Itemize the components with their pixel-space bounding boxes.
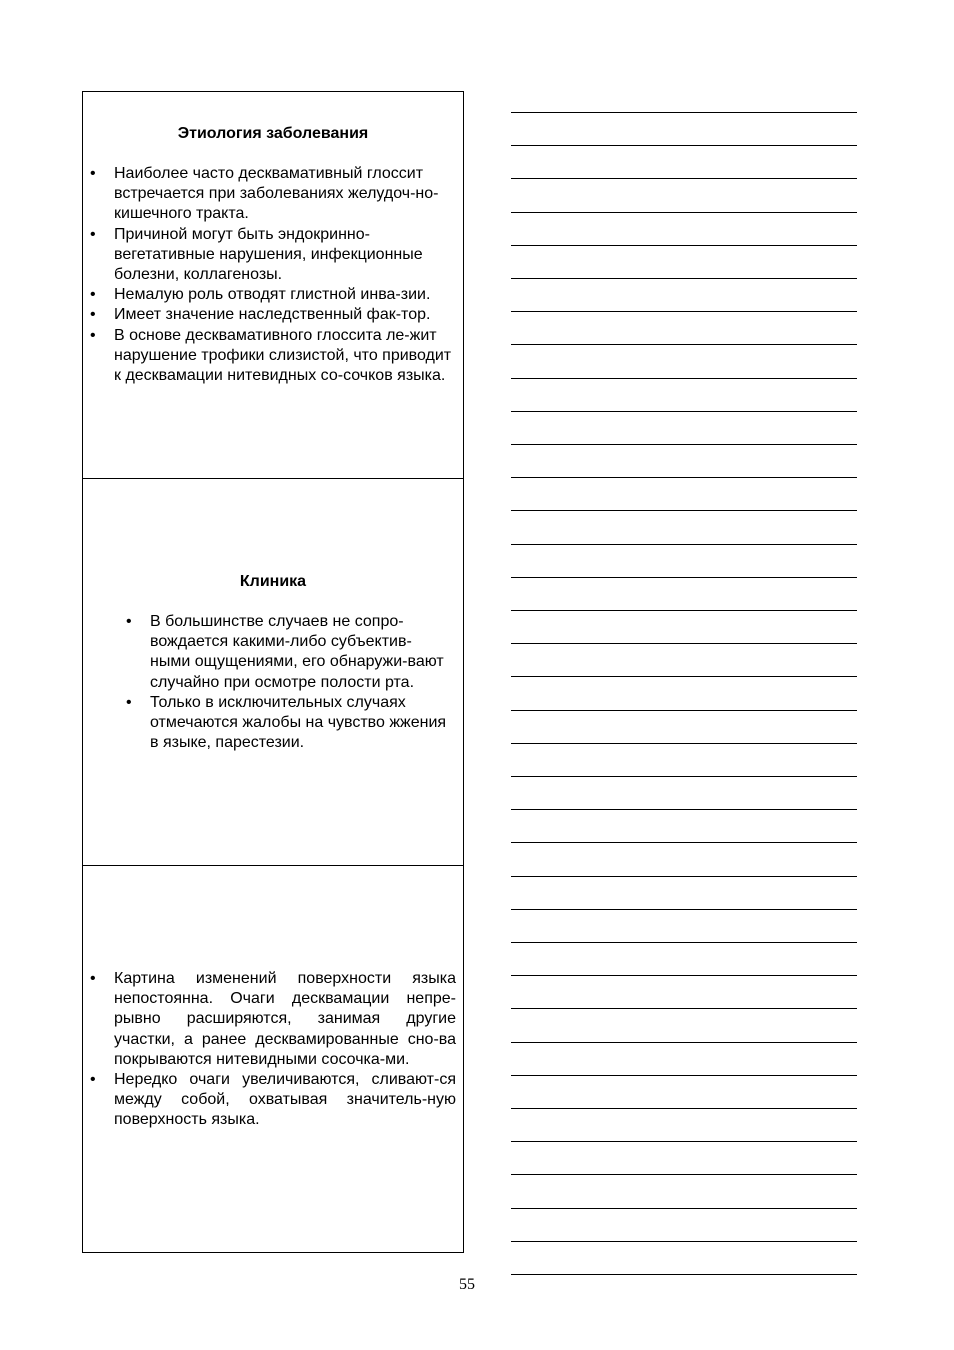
note-line bbox=[511, 577, 857, 578]
page-number: 55 bbox=[459, 1276, 475, 1293]
note-line bbox=[511, 311, 857, 312]
note-line bbox=[511, 178, 857, 179]
note-line bbox=[511, 909, 857, 910]
note-line bbox=[511, 876, 857, 877]
note-line bbox=[511, 411, 857, 412]
note-line bbox=[511, 809, 857, 810]
list-item: • Немалую роль отводят глистной инва-зии. bbox=[83, 285, 456, 305]
list-item: • Только в исключительных случаях отмечаются жалобы на чувство жжения в языке, парестезии. bbox=[119, 693, 449, 754]
note-line bbox=[511, 710, 857, 711]
slide-etiology bbox=[83, 92, 463, 479]
note-line bbox=[511, 610, 857, 611]
slide-changes bbox=[83, 866, 463, 1254]
note-line bbox=[511, 245, 857, 246]
note-line bbox=[511, 1108, 857, 1109]
list-item: • В большинстве случаев не сопро-вождается какими-либо субъектив-ными ощущениями, его обнаружи-вают случайно при осмотре полости рта. bbox=[119, 612, 449, 693]
note-line bbox=[511, 510, 857, 511]
note-line bbox=[511, 1174, 857, 1175]
list-item: • Нередко очаги увеличиваются, сливают-ся между собой, охватывая значитель-ную поверхность языка. bbox=[83, 1070, 456, 1131]
list-item: • В основе десквамативного глоссита ле-жит нарушение трофики слизистой, что приводит к десквамации нитевидных со-сочков языка. bbox=[83, 326, 456, 387]
note-line bbox=[511, 1208, 857, 1209]
note-line bbox=[511, 378, 857, 379]
slide-clinic bbox=[83, 479, 463, 866]
note-line bbox=[511, 444, 857, 445]
note-line bbox=[511, 743, 857, 744]
list-item: • Картина изменений поверхности языка непостоянна. Очаги десквамации непре-рывно расширяются, занимая другие участки, а ранее десквамированные сно-ва покрываются нитевидными сосочка-ми. bbox=[83, 969, 456, 1070]
note-line bbox=[511, 112, 857, 113]
bullet-list bbox=[83, 164, 456, 386]
note-line bbox=[511, 1075, 857, 1076]
list-item: • Причиной могут быть эндокринно-вегетативные нарушения, инфекционные болезни, коллагенозы. bbox=[83, 225, 456, 286]
note-line bbox=[511, 842, 857, 843]
slide-title: Клиника bbox=[239, 573, 307, 590]
slides-column bbox=[82, 91, 464, 1253]
note-line bbox=[511, 975, 857, 976]
bullet-list bbox=[119, 612, 449, 753]
note-line bbox=[511, 344, 857, 345]
note-line bbox=[511, 676, 857, 677]
note-line bbox=[511, 643, 857, 644]
note-line bbox=[511, 212, 857, 213]
list-item: • Наиболее часто десквамативный глоссит встречается при заболеваниях желудоч-но-кишечного тракта. bbox=[83, 164, 456, 225]
bullet-list bbox=[83, 969, 456, 1131]
note-line bbox=[511, 1274, 857, 1275]
note-line bbox=[511, 942, 857, 943]
note-line bbox=[511, 145, 857, 146]
note-line bbox=[511, 776, 857, 777]
note-line bbox=[511, 544, 857, 545]
note-line bbox=[511, 1241, 857, 1242]
note-line bbox=[511, 278, 857, 279]
note-line bbox=[511, 1141, 857, 1142]
note-line bbox=[511, 477, 857, 478]
slide-title: Этиология заболевания bbox=[177, 125, 369, 142]
note-line bbox=[511, 1042, 857, 1043]
note-line bbox=[511, 1008, 857, 1009]
list-item: • Имеет значение наследственный фак-тор. bbox=[83, 305, 456, 325]
